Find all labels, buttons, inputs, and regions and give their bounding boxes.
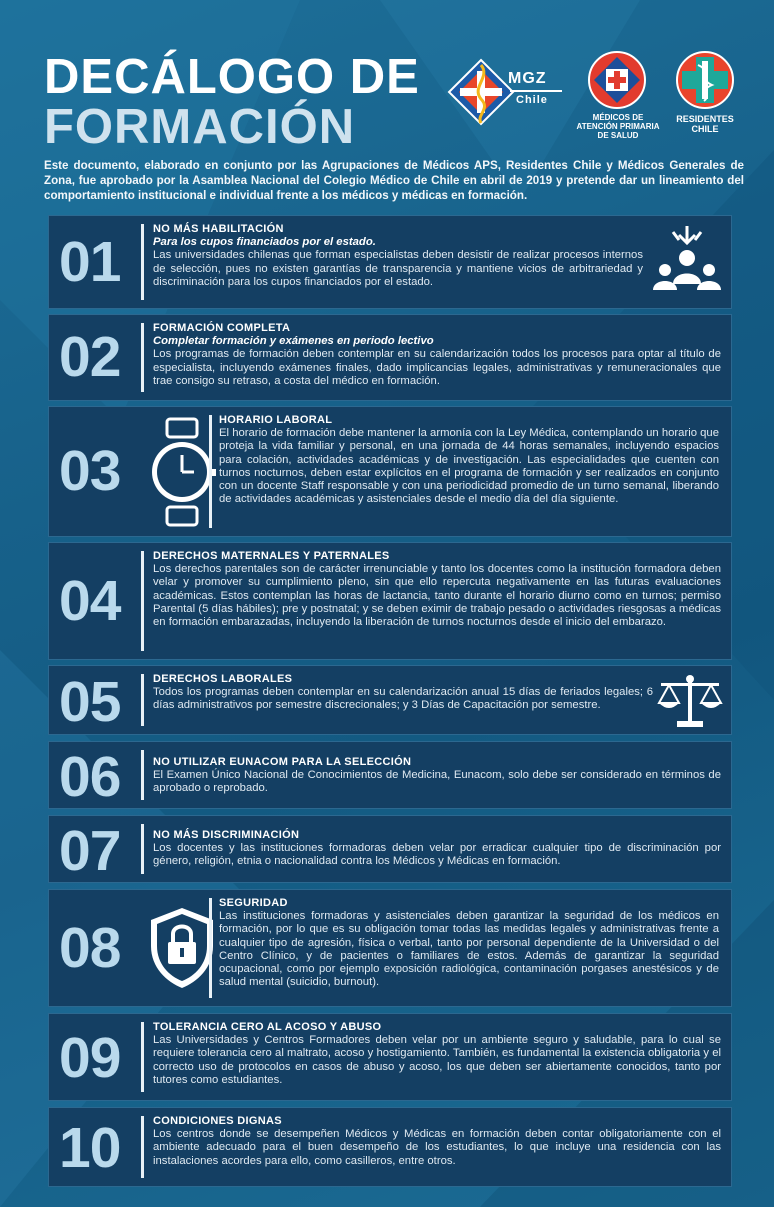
item-08 (48, 889, 732, 1007)
item-content (153, 756, 721, 796)
title-line-1: DECÁLOGO DE (44, 50, 420, 104)
divider (141, 1116, 144, 1178)
item-body: Las Universidades y Centros Formadores deben velar por un ambiente seguro y saludable, para lo cual se requiere tolerancia cero al maltrato, acoso y hostigamiento. También, es fundamental la existencia obligatoria y el correcto uso de protocolos en casos de abuso y acoso, los que deben ser abiertamente conocidos, tanto por tutores como estudiantes. (153, 1034, 721, 1086)
item-number: 06 (59, 745, 121, 809)
residentes-logo (674, 49, 736, 111)
maps-line-1: MÉDICOS DE (592, 113, 644, 122)
item-title: CONDICIONES DIGNAS (153, 1115, 282, 1127)
item-title: SEGURIDAD (219, 897, 288, 909)
item-content (153, 322, 721, 388)
item-number: 02 (59, 325, 121, 389)
item-number: 01 (59, 230, 121, 294)
item-title: TOLERANCIA CERO AL ACOSO Y ABUSO (153, 1021, 382, 1033)
divider (141, 674, 144, 726)
divider (141, 551, 144, 651)
intro-text: Este documento, elaborado en conjunto por las Agrupaciones de Médicos APS, Residentes Chile y Médicos Generales de Zona, fue aprobado por la Asamblea Nacional del Colegio Médico de Chile en abril de 2019 y pretende dar un lineamiento del comportamiento institucional e individual frente a los médicos y médicas en formación. (44, 159, 744, 202)
item-number: 03 (59, 439, 121, 503)
item-number: 07 (59, 819, 121, 883)
divider (141, 1022, 144, 1092)
watch-icon (147, 417, 217, 527)
item-content (153, 223, 643, 289)
divider (141, 750, 144, 800)
people-selection-icon (649, 224, 725, 300)
item-number: 04 (59, 569, 121, 633)
mgz-name: MGZ (508, 70, 547, 87)
item-title: HORARIO LABORAL (219, 414, 333, 426)
item-content (219, 414, 719, 506)
item-04 (48, 542, 732, 660)
item-03 (48, 406, 732, 537)
item-number: 08 (59, 916, 121, 980)
item-body: El horario de formación debe mantener la armonía con la Ley Médica, contemplando un horario que proteja la vida familiar y personal, en una jornada de 44 horas semanales, incluyendo espacios para colación, actividades académicas y de investigación. Las especialidades que cuenten con turnos nocturnos, deben estar explícitos en el programa de formación y ser realizados en conjunto con un docente Staff responsable y con una periodicidad promedio de un turno semanal, liberando de actividades académicas y asistenciales desde el medio día del día siguiente. (219, 427, 719, 506)
item-title: NO MÁS DISCRIMINACIÓN (153, 829, 300, 841)
mgz-sub: Chile (516, 94, 548, 106)
item-title: DERECHOS MATERNALES Y PATERNALES (153, 550, 390, 562)
item-10 (48, 1107, 732, 1187)
residentes-line-1: RESIDENTES (676, 114, 734, 124)
item-number: 05 (59, 670, 121, 734)
item-content (153, 1115, 721, 1168)
maps-line-2: ATENCIÓN PRIMARIA (576, 122, 660, 131)
item-content (153, 829, 721, 869)
item-07 (48, 815, 732, 883)
item-05 (48, 665, 732, 735)
item-body: Los docentes y las instituciones formadoras deben velar por erradicar cualquier tipo de discriminación por género, religión, etnia o nacionalidad contra los Médicos y Médicas en formación. (153, 842, 721, 868)
item-title: FORMACIÓN COMPLETA (153, 322, 291, 334)
divider (209, 898, 212, 998)
divider (209, 415, 212, 528)
divider (141, 224, 144, 300)
item-title: NO UTILIZAR EUNACOM PARA LA SELECCIÓN (153, 756, 412, 768)
item-number: 09 (59, 1026, 121, 1090)
item-body: Las instituciones formadoras y asistenciales deben garantizar la seguridad de los médicos en formación, por lo que es su obligación tomar todas las medidas legales y administrativas frente a cualquier tipo de agresión, física o verbal, tanto por personal dependiente de la Universidad o del Centro Clínico, y de pacientes o familiares de estos. Además de garantizar la seguridad ocupacional, como por ejemplo exposición radiológica, contaminación porgases anestésicos y de salud mental (suicidio, burnout). (219, 910, 719, 989)
divider (141, 323, 144, 392)
residentes-line-2: CHILE (691, 124, 719, 134)
item-content (153, 1021, 721, 1087)
item-content (153, 550, 721, 629)
item-02 (48, 314, 732, 401)
logos (446, 45, 746, 145)
item-body: Los derechos parentales son de carácter irrenunciable y tanto los docentes como la institución formadora deben velar y promover su cumplimiento pleno, sin que ello repercuta negativamente en las futuras evaluaciones académicas. Estos contemplan las horas de lactancia, tanto durante el horario diurno como en turnos; permiso Parental (5 días hábiles); pre y postnatal; y se deben eximir de trabajo pesado o actividades riesgosas a médicas en formación embarazadas, incluyendo la liberación de turnos nocturnos desde el inicio del embarazo. (153, 563, 721, 629)
item-09 (48, 1013, 732, 1101)
item-title: NO MÁS HABILITACIÓN (153, 223, 284, 235)
item-title: DERECHOS LABORALES (153, 673, 293, 685)
divider (141, 824, 144, 874)
item-body: Las universidades chilenas que forman especialistas deben desistir de realizar procesos internos de selección, pues no existen garantías de transparencia y mantiene vicios de arbitrariedad y discriminación para los cupos financiados por el estado. (153, 249, 643, 288)
scales-icon (657, 673, 723, 729)
title-line-2: FORMACIÓN (44, 100, 356, 154)
maps-logo (586, 49, 648, 111)
item-body: Los centros donde se desempeñen Médicos y Médicas en formación deben contar obligatoriamente con el ambiente adecuado para el buen desempeño de los estudiantes, lo que incluye una residencia con las instalaciones acordes para ello, como casilleros, entre otros. (153, 1128, 721, 1167)
maps-line-3: DE SALUD (597, 131, 639, 140)
item-number: 10 (59, 1116, 121, 1180)
item-content (153, 673, 653, 713)
item-subtitle: Completar formación y exámenes en periodo lectivo (153, 335, 434, 348)
shield-lock-icon (149, 906, 215, 990)
item-subtitle: Para los cupos financiados por el estado. (153, 236, 376, 249)
item-body: Los programas de formación deben contemplar en su calendarización todos los procesos para optar al título de especialista, incluyendo exámenes finales, dado implicancias legales, administrativas y remuneracionales que trae consigo su retraso, a costa del médico en formación. (153, 348, 721, 387)
item-01 (48, 215, 732, 309)
item-content (219, 897, 719, 989)
mgz-logo (446, 57, 516, 127)
item-body: El Examen Único Nacional de Conocimientos de Medicina, Eunacom, solo debe ser considerado en términos de aprobado o reprobado. (153, 769, 721, 795)
mgz-underline (510, 90, 562, 92)
item-06 (48, 741, 732, 809)
item-body: Todos los programas deben contemplar en su calendarización anual 15 días de feriados legales; 6 días administrativos por semestre discrecionales; y 3 Días de Capacitación por semestre. (153, 686, 653, 712)
